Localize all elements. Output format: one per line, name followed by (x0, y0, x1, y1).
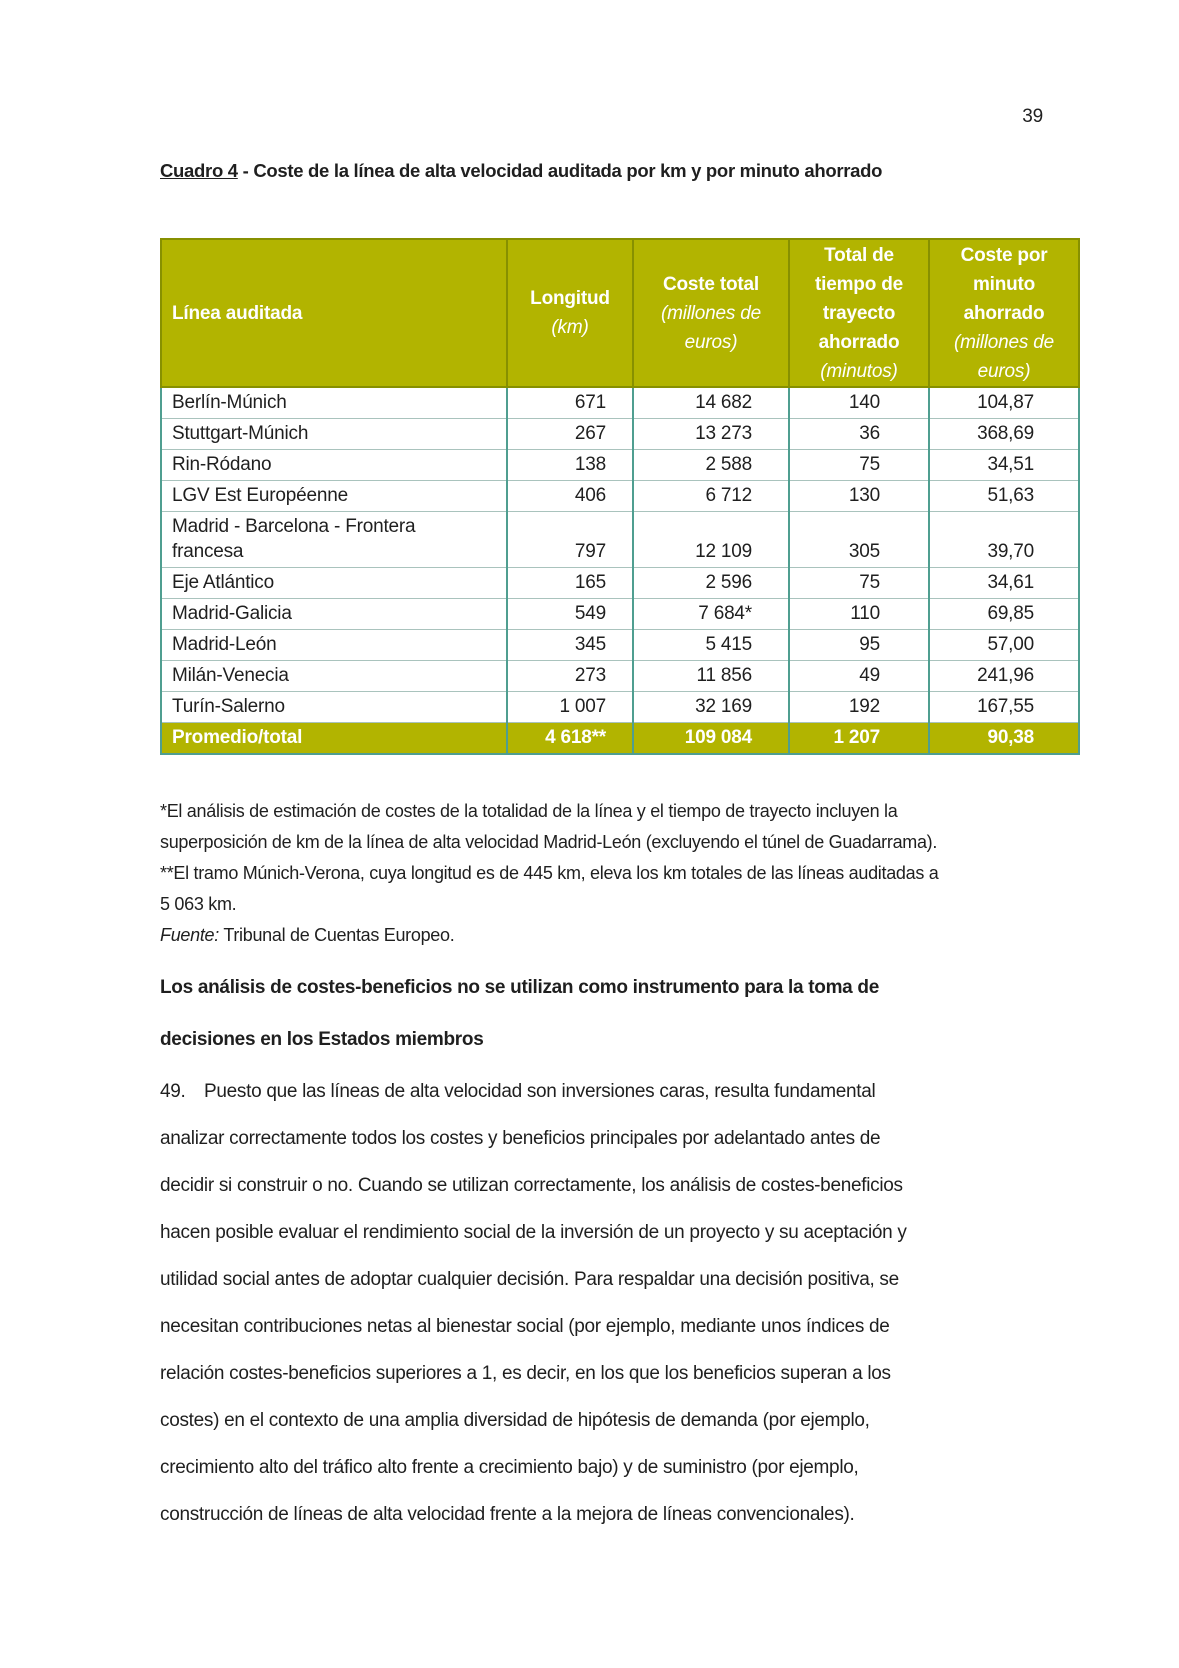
section-heading-line: decisiones en los Estados miembros (160, 1029, 484, 1050)
table-caption-title: - Coste de la línea de alta velocidad auditada por km y por minuto ahorrado (237, 160, 883, 181)
footnote-line: superposición de km de la línea de alta velocidad Madrid-León (excluyendo el túnel de Guadarrama). (160, 832, 938, 852)
footnote-line: **El tramo Múnich-Verona, cuya longitud es de 445 km, eleva los km totales de las líneas auditadas a (160, 863, 939, 883)
table-row: Turín-Salerno 1 007 32 169 192 167,55 (161, 692, 1079, 723)
table-row: Eje Atlántico 165 2 596 75 34,61 (161, 568, 1079, 599)
table-caption-label: Cuadro 4 (160, 160, 238, 181)
header-cell-coste-por-minuto: Coste por minuto ahorrado (millones de euros) (929, 239, 1079, 387)
table-caption (160, 160, 1060, 182)
paragraph-line: crecimiento alto del tráfico alto frente a crecimiento bajo) y de suministro (por ejemplo, (160, 1457, 859, 1478)
source-line (160, 920, 1060, 951)
footnote-line: *El análisis de estimación de costes de la totalidad de la línea y el tiempo de trayecto incluyen la (160, 801, 898, 821)
paragraph-line: analizar correctamente todos los costes y beneficios principales por adelantado antes de (160, 1128, 881, 1149)
header-cell-longitud: Longitud (km) (507, 239, 633, 387)
paragraph-line: utilidad social antes de adoptar cualquier decisión. Para respaldar una decisión positiva, se (160, 1269, 899, 1290)
paragraph-line: costes) en el contexto de una amplia diversidad de hipótesis de demanda (por ejemplo, (160, 1410, 870, 1431)
table-footnotes (160, 796, 1060, 951)
source-label: Fuente: (160, 925, 219, 945)
table-row: Madrid - Barcelona - Frontera francesa 797 12 109 305 39,70 (161, 512, 1079, 568)
paragraph-line: necesitan contribuciones netas al bienestar social (por ejemplo, mediante unos índices de (160, 1316, 890, 1337)
section-heading (160, 962, 1060, 1066)
table-total-row: Promedio/total 4 618** 109 084 1 207 90,38 (161, 723, 1079, 755)
table-row: Stuttgart-Múnich 267 13 273 36 368,69 (161, 419, 1079, 450)
paragraph-line: hacen posible evaluar el rendimiento social de la inversión de un proyecto y su aceptación y (160, 1222, 907, 1243)
footnote-line: 5 063 km. (160, 894, 237, 914)
paragraph-line: decidir si construir o no. Cuando se utilizan correctamente, los análisis de costes-beneficios (160, 1175, 903, 1196)
table-row: Rin-Ródano 138 2 588 75 34,51 (161, 450, 1079, 481)
table-header-row (161, 239, 1079, 387)
section-heading-line: Los análisis de costes-beneficios no se utilizan como instrumento para la toma de (160, 977, 879, 998)
paragraph-line: construcción de líneas de alta velocidad frente a la mejora de líneas convencionales). (160, 1504, 855, 1525)
table-row: Madrid-Galicia 549 7 684* 110 69,85 (161, 599, 1079, 630)
page-number: 39 (1022, 106, 1043, 127)
table-row: LGV Est Européenne 406 6 712 130 51,63 (161, 481, 1079, 512)
table-row: Berlín-Múnich 671 14 682 140 104,87 (161, 387, 1079, 419)
paragraph-49 (160, 1068, 1060, 1538)
source-text: Tribunal de Cuentas Europeo. (218, 925, 455, 945)
header-cell-linea-auditada: Línea auditada (161, 239, 507, 387)
paragraph-line: Puesto que las líneas de alta velocidad son inversiones caras, resulta fundamental (204, 1081, 876, 1102)
header-cell-coste-total: Coste total (millones de euros) (633, 239, 789, 387)
cost-table (160, 238, 1080, 755)
table-row: Madrid-León 345 5 415 95 57,00 (161, 630, 1079, 661)
header-cell-tiempo-ahorrado: Total de tiempo de trayecto ahorrado (minutos) (789, 239, 929, 387)
paragraph-number: 49. (160, 1081, 186, 1102)
paragraph-line: relación costes-beneficios superiores a 1, es decir, en los que los beneficios superan a los (160, 1363, 891, 1384)
table-row: Milán-Venecia 273 11 856 49 241,96 (161, 661, 1079, 692)
